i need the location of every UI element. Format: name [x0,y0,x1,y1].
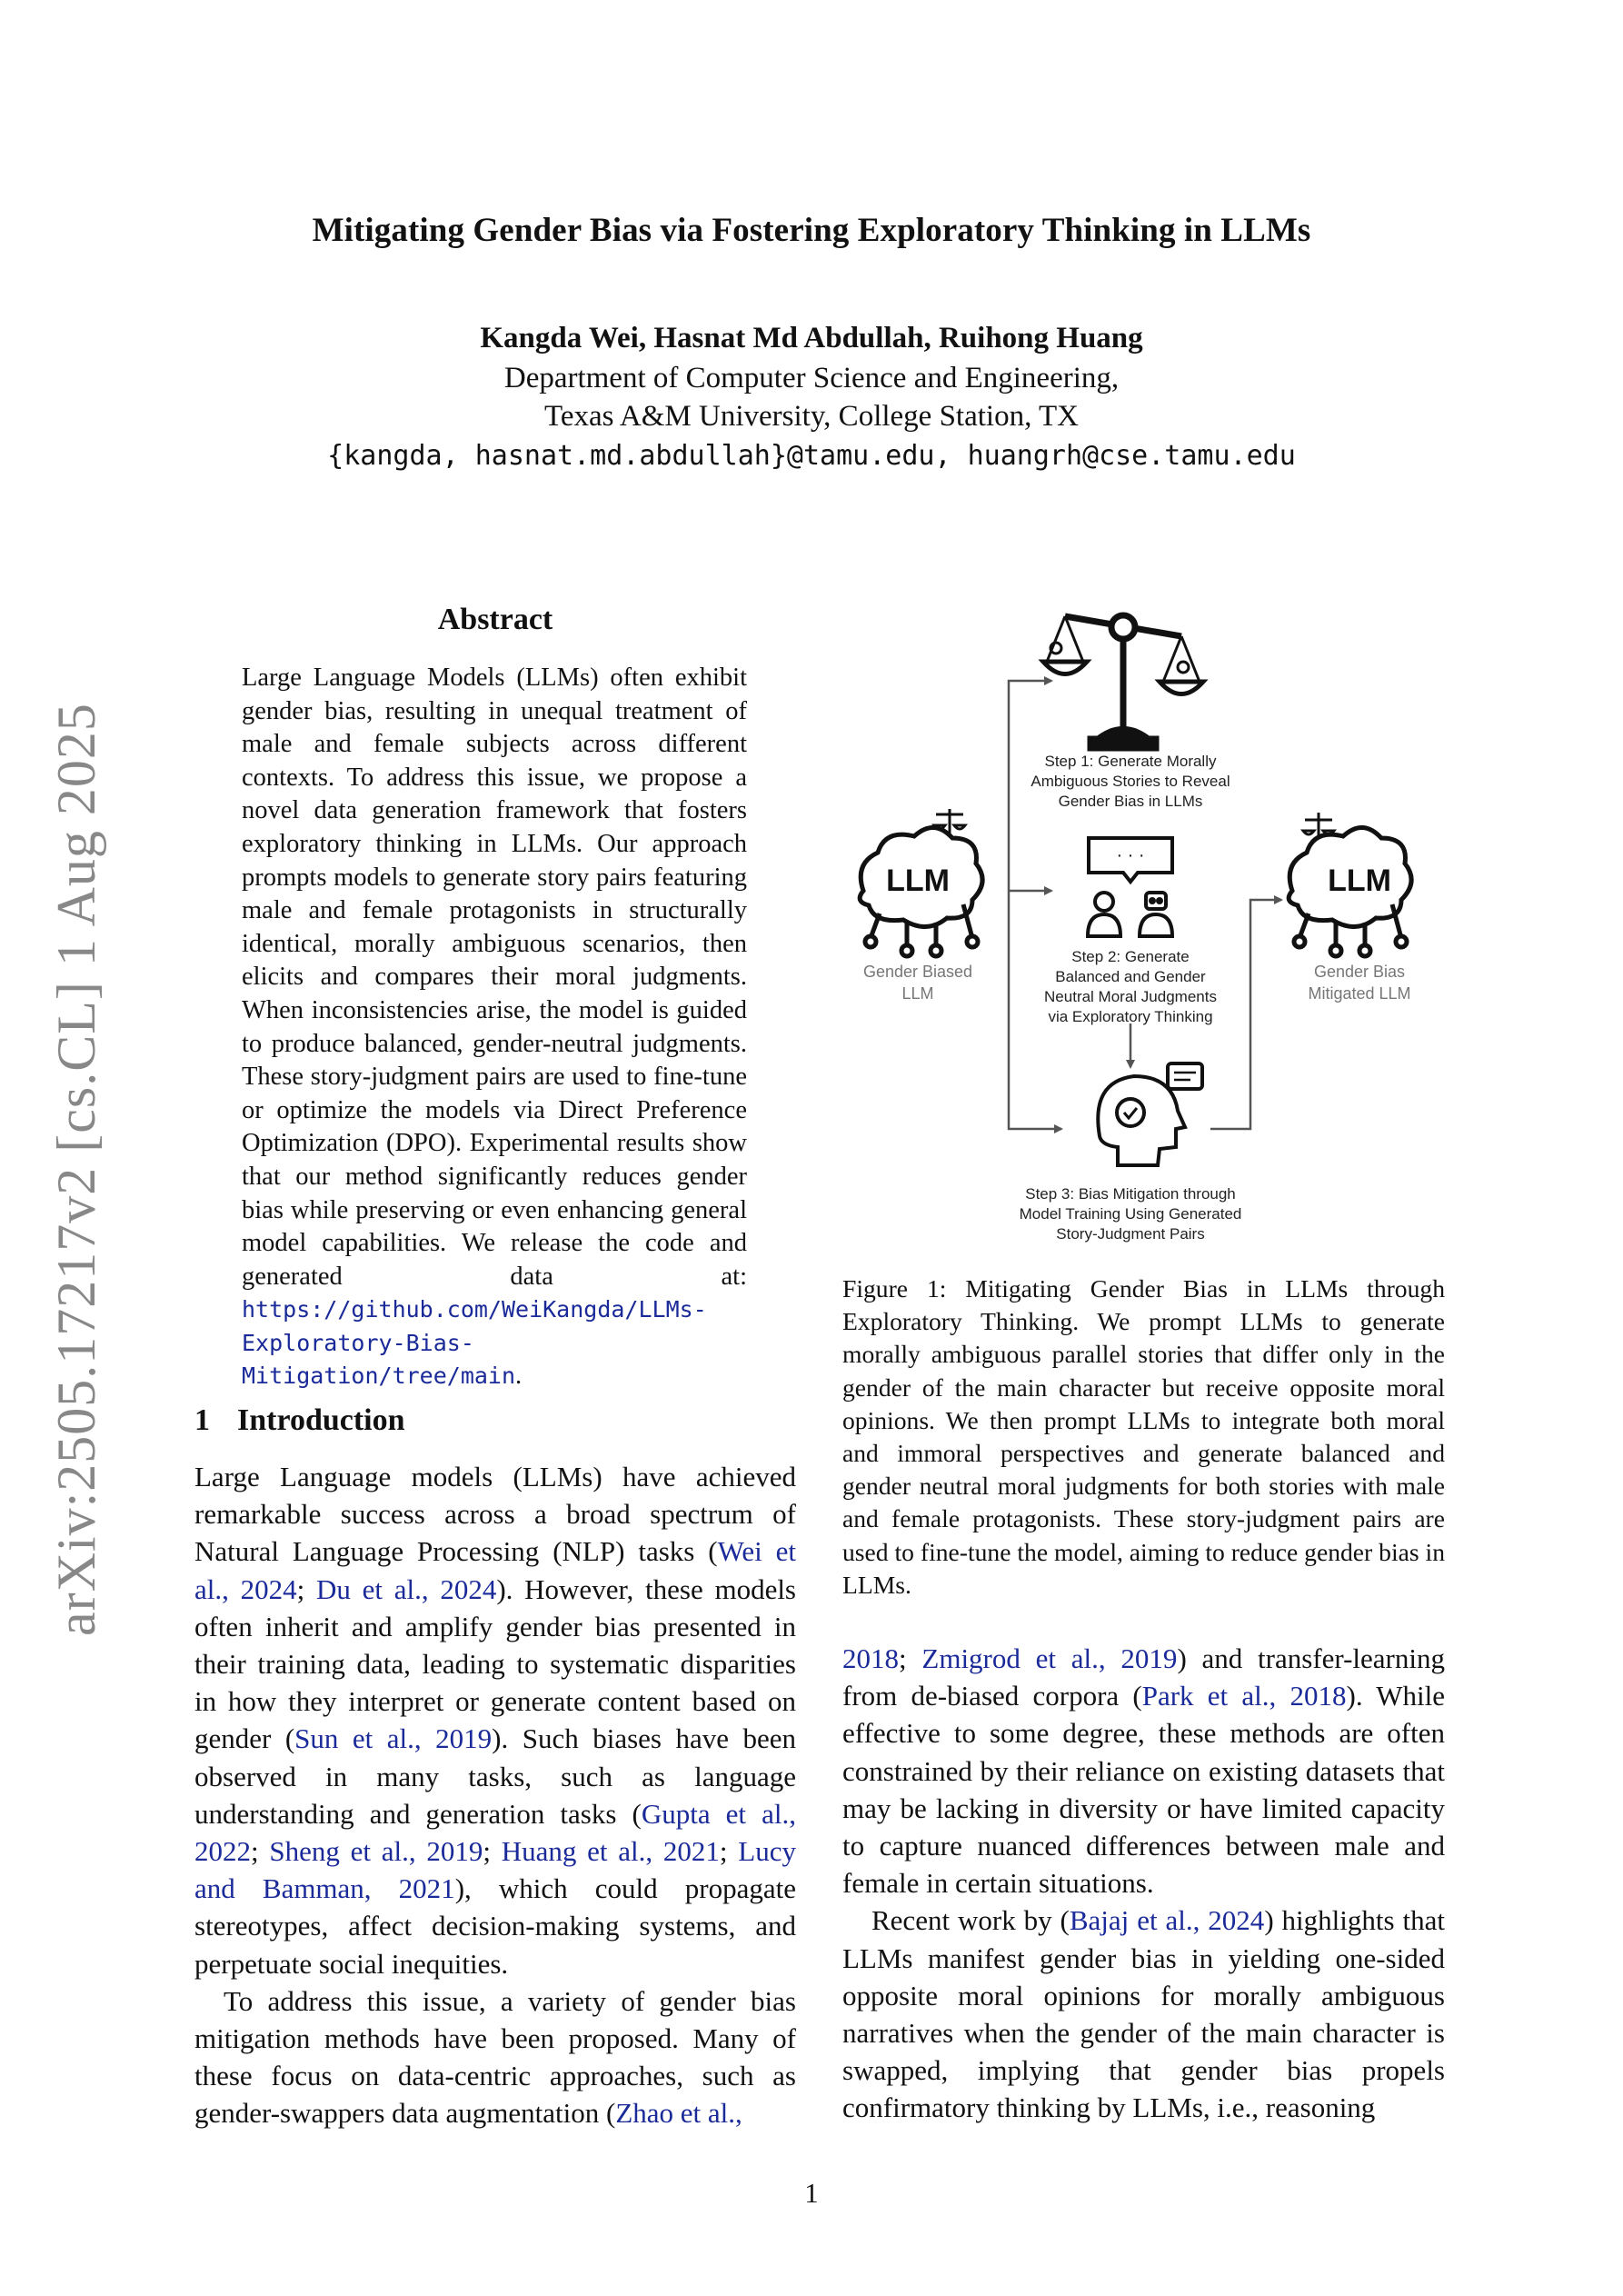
text-run: ). Such biases have been observed in many tasks, such as language understanding and generation tasks ( [194,1722,796,1830]
right-llm-text: LLM [1328,863,1391,898]
step-2-label [1044,948,1217,1025]
citation-link[interactable]: Huang et al., 2021 [501,1835,720,1868]
text-run: ) highlights that LLMs manifest gender bias in yielding one-sided opposite moral opinions for morally ambiguous narratives when the gender of the main character is swapped, implying that gender bias propels confirmatory thinking by LLMs, i.e., reasoning [842,1904,1445,2124]
text-run: ; [483,1835,502,1868]
left-llm-text: LLM [886,863,950,898]
right-model-line-1: Gender Bias [1313,963,1406,981]
text-run: ), which could propagate stereotypes, affect decision-making systems, and perpetuate social inequities. [194,1872,796,1980]
citation-link[interactable]: Sun et al., 2019 [294,1722,493,1755]
chat-bubble-icon [1089,838,1172,882]
left-model-label [863,963,972,1003]
citation-link[interactable]: Du et al., 2024 [315,1572,497,1605]
small-scale-icon [1303,813,1334,838]
step-3-line-1: Step 3: Bias Mitigation through [1025,1185,1236,1203]
bubble-dots: · · · [1116,845,1145,865]
head-gear-icon [1098,1063,1202,1165]
section-number: 1 [194,1403,210,1437]
step-3-line-2: Model Training Using Generated [1019,1205,1242,1223]
intro-paragraph-2 [194,1982,796,2132]
text-run: ) and transfer-learning from de-biased corpora ( [842,1642,1445,1712]
page-number: 1 [804,2177,819,2209]
step-3-line-3: Story-Judgment Pairs [1056,1225,1205,1243]
author-list: Kangda Wei, Hasnat Md Abdullah, Ruihong Huang [480,322,1143,354]
affiliation-university: Texas A&M University, College Station, TX [544,400,1079,433]
left-model-line-2: LLM [901,984,934,1003]
text-run: Recent work by ( [871,1904,1070,1937]
text-run: ; [719,1835,739,1868]
robot-icon [1140,893,1172,936]
citation-link[interactable]: Wei et al., 2024 [194,1535,796,1605]
right-paragraph-2 [842,1902,1445,2126]
text-run: ). However, these models often inherit and amplify gender bias presented in their training data, leading to systematic disparities in how they interpret or generate content based on gender ( [194,1572,797,1755]
right-column-body [842,1640,1445,2127]
affiliation-department: Department of Computer Science and Engineering, [503,362,1120,394]
citation-link[interactable]: Zmigrod et al., 2019 [921,1642,1178,1674]
section-heading-introduction [194,1403,405,1438]
step-2-line-2: Balanced and Gender [1055,968,1206,985]
step-2-line-4: via Exploratory Thinking [1048,1008,1213,1025]
citation-link[interactable]: Lucy and Bamman, 2021 [194,1835,796,1905]
step-2-line-1: Step 2: Generate [1071,948,1190,965]
text-run: Large Language models (LLMs) have achieved remarkable success across a broad spectrum of Natural Language Processing (NLP) tasks ( [194,1461,796,1568]
figure-1-diagram [827,591,1463,1263]
citation-link[interactable]: 2018 [842,1642,899,1674]
text-run: ; [296,1572,316,1605]
step-3-label [1020,1185,1242,1243]
figure-1-caption: Figure 1: Mitigating Gender Bias in LLMs through Exploratory Thinking. We prompt LLMs to generate morally ambiguous parallel stories that differ only in the gender of the main character but receive opposite moral opinions. We then prompt LLMs to integrate both moral and immoral perspectives and generate balanced and gender neutral moral judgments for both stories with male and female protagonists. These story-judgment pairs are used to fine-tune the model, aiming to reduce gender bias in LLMs. [842,1274,1445,1599]
author-emails: {kangda, hasnat.md.abdullah}@tamu.edu, huangrh@cse.tamu.edu [327,440,1296,472]
left-model-line-1: Gender Biased [862,963,973,981]
right-paragraph-1 [842,1640,1445,1902]
step-1-line-3: Gender Bias in LLMs [1058,793,1203,810]
right-model-line-2: Mitigated LLM [1308,984,1411,1003]
text-run: ). While effective to some degree, these methods are often constrained by their reliance on existing datasets that may be lacking in diversity or have limited capacity to capture nuanced differences between male and female in certain situations. [842,1680,1445,1900]
section-title: Introduction [237,1403,405,1437]
abstract-text: Large Language Models (LLMs) often exhibit gender bias, resulting in unequal treatment of male and female subjects across different contexts. To address this issue, we propose a novel data generation framework that fosters exploratory thinking in LLMs. Our approach prompts models to generate story pairs featuring male and female protagonists in structurally identical, morally ambiguous scenarios, then elicits and compares their moral judgments. When inconsistencies arise, the model is guided to produce balanced, gender-neutral judgments. These story-judgment pairs are used to fine-tune or optimize the models via Direct Preference Optimization (DPO). Experimental results show that our method significantly reduces gender bias while preserving or even enhancing general model capabilities. We release the code and generated data at: [242,664,747,1291]
citation-link[interactable]: Zhao et al., [615,2097,742,2130]
code-repository-link[interactable]: https://github.com/WeiKangda/LLMs-Exploratory-Bias-Mitigation/tree/main [242,1296,707,1390]
step-1-label [1031,753,1230,810]
text-run: ; [899,1642,922,1674]
step-1-line-1: Step 1: Generate Morally [1044,753,1217,770]
citation-link[interactable]: Gupta et al., 2022 [194,1797,796,1868]
text-run: ; [251,1835,270,1868]
paper-title: Mitigating Gender Bias via Fostering Exploratory Thinking in LLMs [312,212,1311,249]
scale-icon [1043,615,1203,748]
citation-link[interactable]: Park et al., 2018 [1141,1680,1347,1712]
step-1-line-2: Ambiguous Stories to Reveal [1031,773,1230,790]
abstract-body [242,662,747,1393]
arxiv-identifier: arXiv:2505.17217v2 [cs.CL] 1 Aug 2025 [46,703,106,1636]
people-icon [1088,893,1120,936]
left-column-body [194,1458,796,2132]
abstract-end: . [515,1362,523,1391]
step-2-line-3: Neutral Moral Judgments [1044,988,1217,1005]
abstract-heading: Abstract [437,603,553,636]
citation-link[interactable]: Bajaj et al., 2024 [1069,1904,1265,1937]
right-model-label [1308,963,1410,1003]
citation-link[interactable]: Sheng et al., 2019 [269,1835,483,1868]
text-run: To address this issue, a variety of gender bias mitigation methods have been proposed. Many of these focus on data-centric approaches, such as gender-swappers data augmentation ( [194,1984,796,2130]
brain-llm-icon [860,809,982,956]
brain-llm-mitigated-icon [1289,813,1411,956]
intro-paragraph-1 [194,1458,796,1982]
